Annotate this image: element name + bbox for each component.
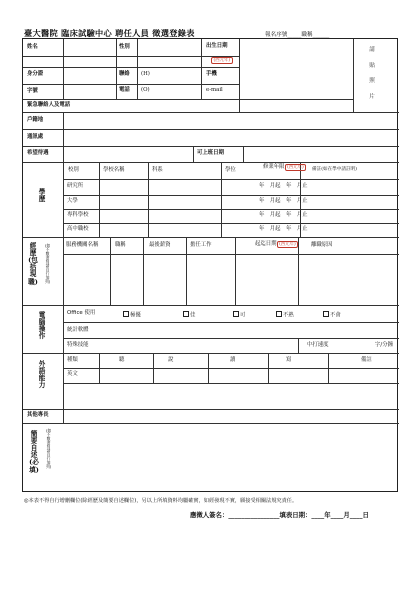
edu-row-graduate: 研究所	[67, 183, 84, 189]
signature-line[interactable]: 應徵人簽名：________________填表日期：____年____月____日	[190, 511, 369, 519]
language-english-row: 英文	[67, 371, 78, 377]
edu-date-range[interactable]: 年 月起 年 月止	[259, 198, 308, 204]
phone-label: 電話	[119, 87, 130, 93]
declaration-notice: ◎本表不得自行增刪欄位(除經歷及簡要自述欄位)，另以上所填資料均屬確實，如經發現不實，願接受相關法規究責任。	[24, 498, 298, 504]
edu-date-range[interactable]: 年 月起 年 月止	[259, 226, 308, 232]
special-skills-label: 特殊技能	[67, 342, 89, 348]
form-title: 臺大醫院 臨床試驗中心 聘任人員 徵選登錄表	[24, 28, 195, 38]
contact-label: 聯絡	[119, 71, 130, 77]
language-type-header: 種類	[67, 357, 78, 363]
autobiography-section-label: 簡要自述(必填)	[29, 430, 39, 474]
writing-header: 寫	[286, 357, 292, 363]
mobile-label: 手機	[206, 71, 217, 77]
edu-date-range[interactable]: 年 月起 年 月止	[259, 212, 308, 218]
language-section-label: 外語能力	[38, 360, 46, 390]
photo-area[interactable]: 請 貼 照 片	[369, 47, 375, 100]
email-label: e-mail	[206, 87, 223, 93]
level-unfamiliar-checkbox[interactable]: 不熟	[276, 311, 294, 319]
edu-row-highschool: 高中職校	[67, 226, 89, 232]
other-skills-label: 其他專長	[27, 412, 49, 418]
office-usage-label: Office 使用	[67, 310, 96, 316]
typing-speed-label: 中打速度	[307, 342, 329, 348]
level-none-checkbox[interactable]: 不會	[323, 311, 341, 319]
domicile-label: 戶籍地	[27, 117, 44, 123]
level-fair-checkbox[interactable]: 可	[233, 311, 245, 319]
gender-label: 性別	[119, 44, 130, 50]
edu-row-college: 專科學校	[67, 212, 89, 218]
id-number-label-2: 字號	[27, 88, 38, 94]
leaving-reason-header: 離職原因	[311, 242, 333, 248]
statistics-software-label: 統計軟體	[67, 327, 89, 333]
computer-section-label: 電腦操作	[38, 311, 46, 341]
school-type-header: 校別	[68, 167, 79, 173]
id-number-label: 身分證	[27, 71, 44, 77]
department-header: 科系	[152, 167, 163, 173]
roc-year-tag: (西元年)	[211, 57, 233, 64]
start-date-label: 可上班日期	[197, 150, 224, 156]
autobiography-note: (如不敷書寫請自行加列)	[46, 428, 52, 469]
duties-header: 擔任工作	[190, 242, 212, 248]
school-name-header: 學校名稱	[103, 167, 125, 173]
reading-header: 讀	[230, 357, 236, 363]
form-frame	[22, 38, 398, 492]
education-section-label: 學歷	[38, 188, 46, 204]
emergency-contact-label: 緊急聯絡人及電話	[27, 102, 71, 108]
birth-date-label: 出生日期	[206, 43, 228, 49]
words-per-minute: 字/分鐘	[375, 342, 393, 348]
degree-header: 學位	[225, 167, 236, 173]
experience-note: (如不敷書寫請自行加列)	[45, 243, 51, 284]
name-label: 姓名	[27, 44, 38, 50]
mailing-address-label: 通訊處	[27, 134, 44, 140]
job-title-header: 職稱	[115, 242, 126, 248]
home-phone-field[interactable]: (H)	[141, 71, 150, 77]
employer-header: 服務機關名稱	[66, 242, 99, 248]
registration-number: 報名序號_____職稱______	[265, 32, 330, 38]
edu-row-university: 大學	[67, 198, 78, 204]
last-salary-header: 最後薪資	[149, 242, 171, 248]
office-phone-field[interactable]: (O)	[141, 87, 150, 93]
edu-date-range[interactable]: 年 月起 年 月止	[259, 183, 308, 189]
experience-section-label: 經歷(包括現職)	[28, 242, 38, 286]
language-note-header: 備註	[361, 357, 372, 363]
education-note-header: 備註(如在學中請註明)	[312, 167, 357, 172]
speaking-header: 說	[168, 357, 174, 363]
employment-period-header: 起迄日期 (西元年)	[255, 242, 298, 247]
level-good-checkbox[interactable]: 佳	[183, 311, 195, 319]
expected-pay-label: 希望待遇	[27, 150, 49, 156]
study-period-header: 修業年限 (西元年)	[263, 165, 306, 170]
listening-header: 聽	[119, 357, 125, 363]
level-excellent-checkbox[interactable]: 極優	[123, 311, 141, 319]
